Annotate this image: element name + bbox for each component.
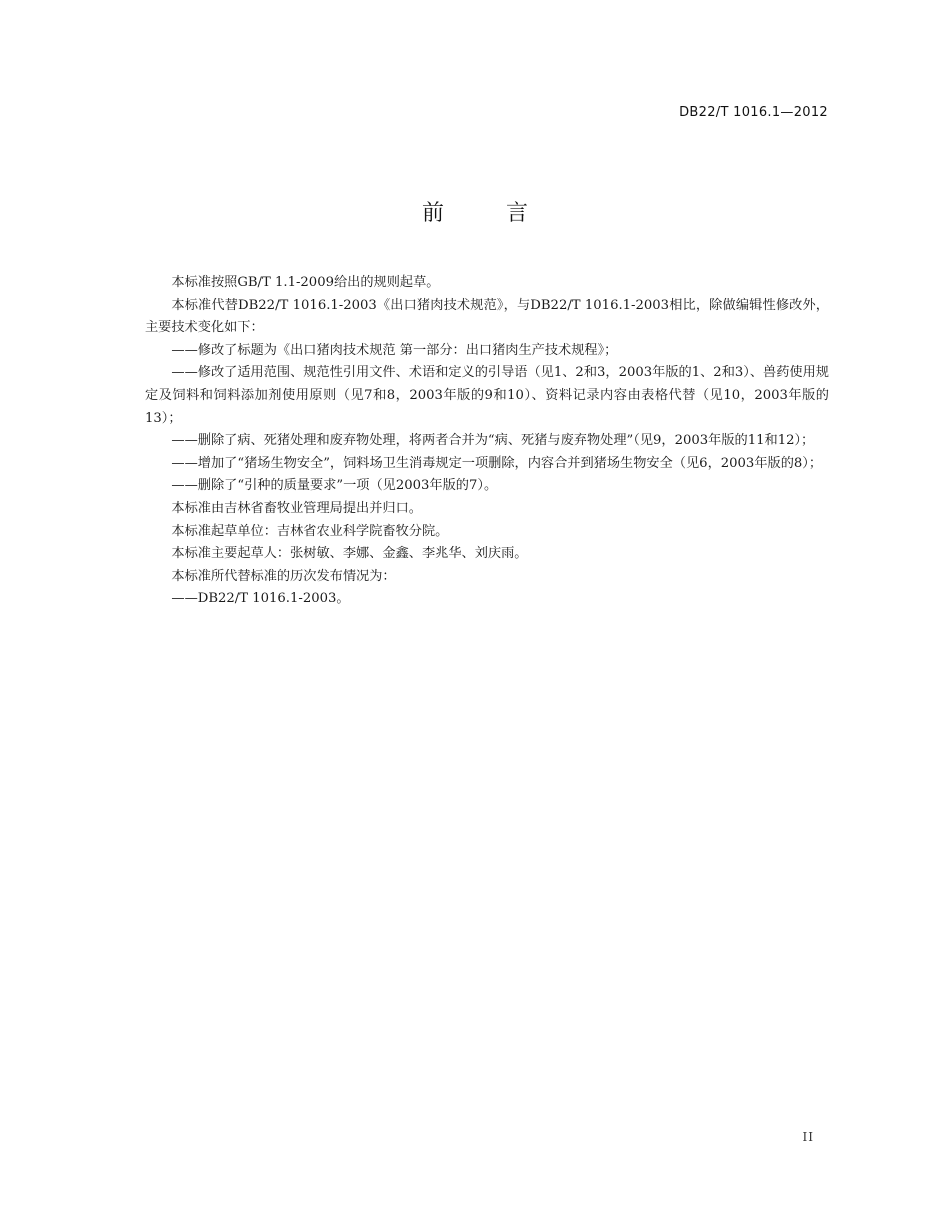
change-item-breeding: ——删除了“引种的质量要求”一项（见2003年版的7）。 — [171, 478, 498, 494]
page-number: II — [802, 1130, 814, 1144]
paragraph-drafting-unit: 本标准起草单位：吉林省农业科学院畜牧分院。 — [171, 523, 449, 539]
foreword-body — [145, 272, 829, 611]
paragraph-proposer: 本标准由吉林省畜牧业管理局提出并归口。 — [171, 500, 422, 516]
paragraph-drafters: 本标准主要起草人：张树敏、李娜、金鑫、李兆华、刘庆雨。 — [171, 546, 528, 562]
history-item: ——DB22/T 1016.1-2003。 — [171, 591, 350, 607]
paragraph-drafting-rules: 本标准按照GB/T 1.1-2009给出的规则起草。 — [171, 275, 440, 290]
page-title: 前 言 — [421, 201, 548, 226]
change-item-disposal: ——删除了病、死猪处理和废弃物处理，将两者合并为“病、死猪与废弃物处理”（见9，2003年版的11和12）； — [171, 433, 815, 449]
change-item-title: ——修改了标题为《出口猪肉技术规范 第一部分：出口猪肉生产技术规程》； — [171, 342, 618, 358]
standard-code: DB22/T 1016.1—2012 — [679, 105, 828, 120]
change-item-biosecurity: ——增加了“猪场生物安全”，饲料场卫生消毒规定一项删除，内容合并到猪场生物安全（见6，2003年版的8）； — [171, 455, 823, 471]
paragraph-replacement: 本标准代替DB22/T 1016.1-2003《出口猪肉技术规范》，与DB22/T 1016.1-2003相比，除做编辑性修改外，主要技术变化如下： — [145, 297, 829, 336]
paragraph-history-intro: 本标准所代替标准的历次发布情况为： — [171, 568, 396, 584]
change-item-scope: ——修改了适用范围、规范性引用文件、术语和定义的引导语（见1、2和3，2003年版的1、2和3）、兽药使用规定及饲料和饲料添加剂使用原则（见7和8，2003年版的9和10）、资料记录内容由表格代替（见10，2003年版的13）； — [145, 365, 829, 426]
